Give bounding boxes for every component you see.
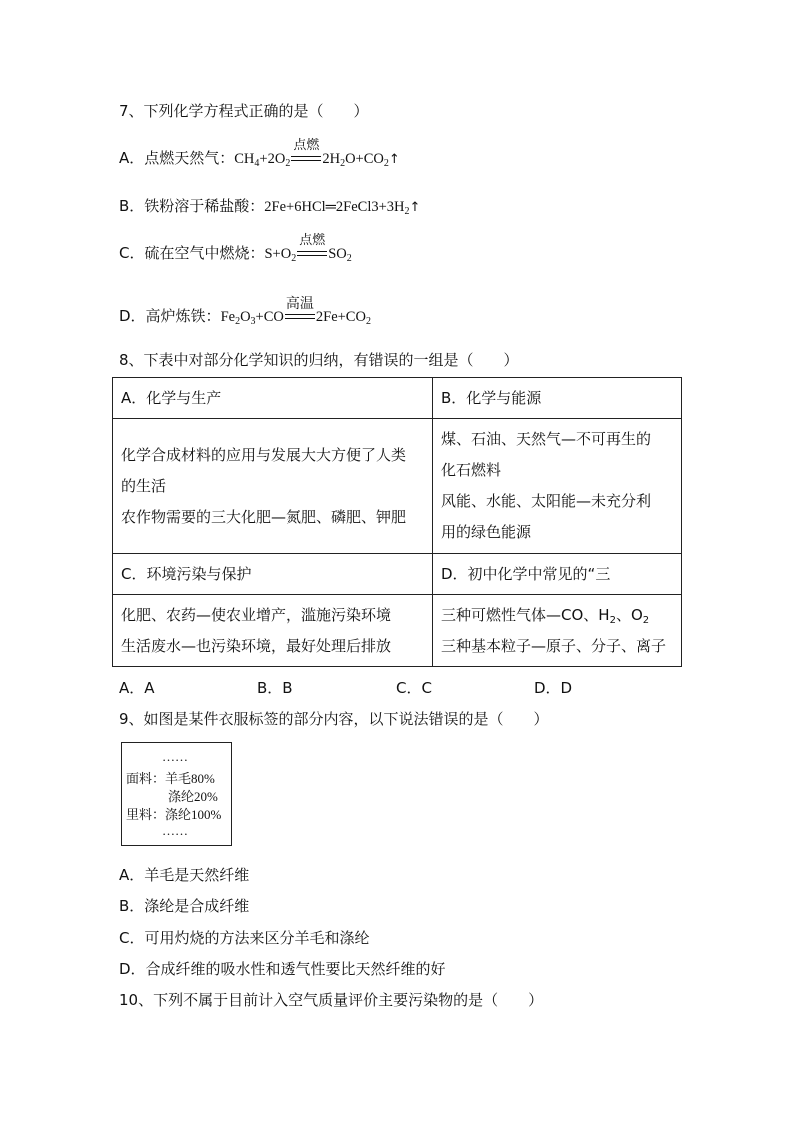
q7-option-b-equation: $2Fe+6HCl═2FeCl3+3H_2↑$ [264, 199, 421, 217]
label-dots-top: …… [162, 749, 188, 764]
q8-option-b: B．B [257, 679, 293, 697]
q7-option-a-label: A．点燃天然气： [119, 149, 235, 167]
cell-text: 三种可燃性气体—CO、$H_2$、$O_2$ [441, 605, 650, 626]
clothing-label-box [121, 742, 232, 846]
knowledge-table [112, 377, 682, 667]
label-lining: 里料：涤纶100% [126, 807, 222, 822]
table-header-a: A．化学与生产 [113, 378, 433, 419]
q9-option-d: D．合成纤维的吸水性和透气性要比天然纤维的好 [119, 960, 446, 978]
table-header-c: C．环境污染与保护 [113, 554, 433, 595]
q10-stem: 10、下列不属于目前计入空气质量评价主要污染物的是（ ） [119, 991, 544, 1009]
condition-label: 高温 [285, 296, 314, 312]
q8-option-a: A．A [119, 679, 155, 697]
cell-text: 用的绿色能源 [441, 523, 532, 541]
label-fabric: 面料：羊毛80% [126, 771, 215, 786]
q8-option-c: C．C [396, 679, 432, 697]
cell-text: 化肥、农药—使农业增产，滥施污染环境 [121, 605, 392, 624]
label-fabric-2: 涤纶20% [168, 789, 218, 804]
cell-text: 的生活 [121, 476, 167, 495]
q9-option-a: A．羊毛是天然纤维 [119, 866, 250, 884]
q8-stem: 8、下表中对部分化学知识的归纳，有错误的一组是（ ） [119, 351, 519, 369]
q8-option-d: D．D [534, 679, 573, 697]
table-header-d: D．初中化学中常见的“三 [433, 554, 682, 595]
q9-option-b: B．涤纶是合成纤维 [119, 897, 250, 915]
q7-option-d [119, 296, 371, 327]
q7-stem: 7、下列化学方程式正确的是（ ） [119, 102, 369, 120]
q7-option-d-label: D．高炉炼铁： [119, 307, 221, 325]
cell-text-part: 三种可燃性气体—CO、H [441, 605, 610, 624]
equation-part: 2Fe+6HCl═2FeCl [264, 199, 372, 215]
cell-text: 煤、石油、天然气—不可再生的 [441, 430, 652, 448]
cell-text: 化石燃料 [441, 461, 502, 479]
cell-text: 三种基本粒子—原子、分子、离子 [441, 636, 667, 655]
table-cell-c [113, 595, 433, 667]
q7-option-b [119, 196, 420, 218]
q7-option-a [119, 138, 400, 170]
table-cell-a [113, 419, 433, 554]
cell-text: 风能、水能、太阳能—未充分利 [441, 492, 652, 510]
condition-label: 点燃 [299, 233, 326, 248]
q7-option-a-equation: $CH_4+2O_2$ 点燃 $2H_2O+CO_2↑$ [234, 138, 400, 169]
cell-text: 生活废水—也污染环境，最好处理后排放 [121, 636, 392, 655]
q9-option-c: C．可用灼烧的方法来区分羊毛和涤纶 [119, 929, 370, 947]
q9-stem: 9、如图是某件衣服标签的部分内容，以下说法错误的是（ ） [119, 710, 549, 728]
q7-option-d-equation: $Fe_2O_3+CO$ 高温 $2Fe+CO_2$ [220, 296, 371, 327]
table-cell-b [433, 419, 682, 554]
cell-text: 农作物需要的三大化肥—氮肥、磷肥、钾肥 [121, 507, 407, 526]
condition-label: 点燃 [293, 138, 320, 153]
q7-option-c-equation: $S+O_2$ 点燃 $SO_2$ [264, 233, 352, 264]
q7-option-c-label: C．硫在空气中燃烧： [119, 244, 265, 262]
table-header-b: B．化学与能源 [433, 378, 682, 419]
label-dots-bottom: …… [162, 823, 188, 838]
table-cell-d [433, 595, 682, 667]
q7-option-b-label: B．铁粉溶于稀盐酸： [119, 197, 265, 215]
q7-option-c [119, 233, 352, 264]
q8-options [119, 677, 599, 697]
cell-text: 化学合成材料的应用与发展大大方便了人类 [121, 445, 407, 464]
